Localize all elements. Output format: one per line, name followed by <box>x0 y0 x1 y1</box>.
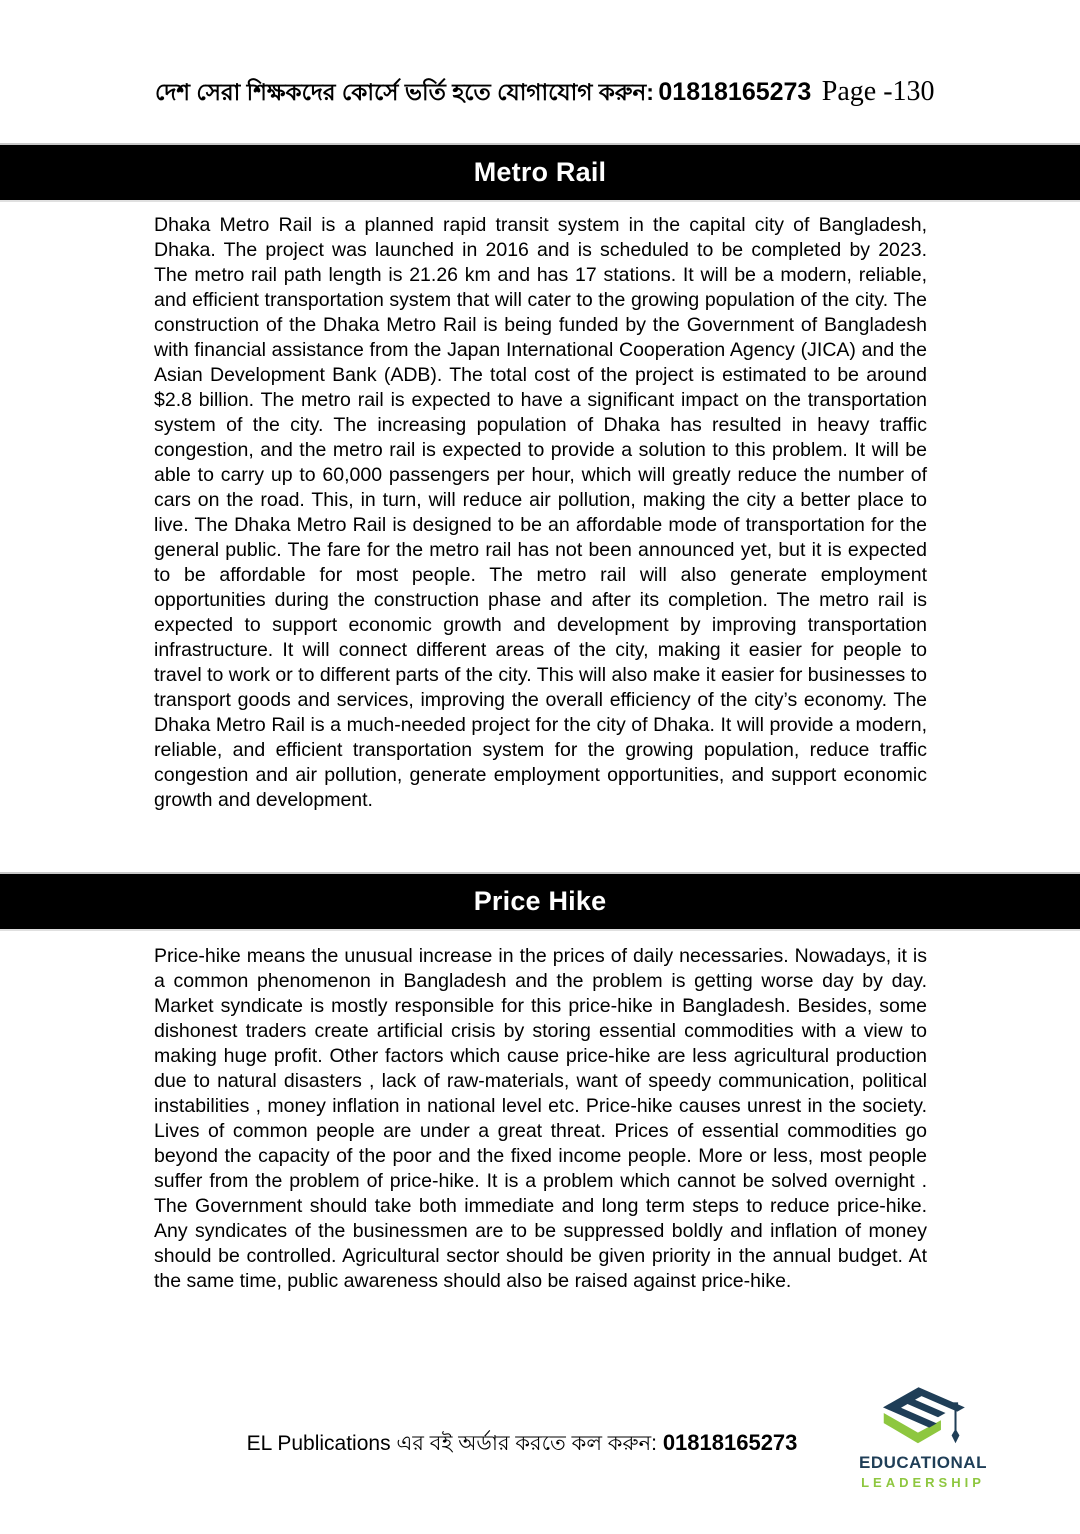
section-heading-bar-metro-rail <box>0 143 1080 202</box>
page-header <box>155 74 935 113</box>
section-heading-bar-price-hike <box>0 872 1080 931</box>
header-contact-text: দেশ সেরা শিক্ষকদের কোর্সে ভর্তি হতে যোগাযোগ করুন: <box>155 79 654 105</box>
footer-publisher-name: EL Publications <box>246 1432 391 1455</box>
paragraph-metro-rail: Dhaka Metro Rail is a planned rapid transit system in the capital city of Bangladesh, Dhaka. The project was launched in 2016 and is scheduled to be completed by 2023. The metro rail path length is 21.26 km and has 17 stations. It will be a modern, reliable, and efficient transportation system that will cater to the growing population of the city. The construction of the Dhaka Metro Rail is being funded by the Government of Bangladesh with financial assistance from the Japan International Cooperation Agency (JICA) and the Asian Development Bank (ADB). The total cost of the project is estimated to be around $2.8 billion. The metro rail is expected to have a significant impact on the transportation system of the city. The increasing population of Dhaka has resulted in heavy traffic congestion, and the metro rail is expected to provide a solution to this problem. It will be able to carry up to 60,000 passengers per hour, which will greatly reduce the number of cars on the road. This, in turn, will reduce air pollution, making the city a better place to live. The Dhaka Metro Rail is designed to be an affordable mode of transportation for the general public. The fare for the metro rail has not been announced yet, but it is expected to be affordable for most people. The metro rail will also generate employment opportunities during the construction phase and after its completion. The metro rail is expected to support economic growth and development by improving transportation infrastructure. It will connect different areas of the city, making it easier for people to travel to work or to different parts of the city. This will also make it easier for businesses to transport goods and services, improving the overall efficiency of the city’s economy. The Dhaka Metro Rail is a much-needed project for the city of Dhaka. It will provide a modern, reliable, and efficient transportation system for the growing population, reduce traffic congestion and air pollution, generate employment opportunities, and support economic growth and development. <box>154 214 927 811</box>
graduation-cap-logo-icon <box>871 1376 975 1450</box>
logo-tassel-tip <box>952 1429 960 1444</box>
header-phone-number: 01818165273 <box>658 78 812 106</box>
educational-leadership-logo <box>838 1376 1008 1490</box>
logo-text-educational: EDUCATIONAL <box>859 1453 987 1472</box>
page-number: Page -130 <box>821 76 935 107</box>
paragraph-price-hike: Price-hike means the unusual increase in the prices of daily necessaries. Nowadays, it is a common phenomenon in Bangladesh and the problem is getting worse day by day. Market syndicate is mostly responsible for this price-hike in Bangladesh. Besides, some dishonest traders create artificial crisis by storing essential commodities with a view to making huge profit. Other factors which cause price-hike are less agricultural production due to natural disasters , lack of raw-materials, want of speedy communication, political instabilities , money inflation in national level etc. Price-hike causes unrest in the society. Lives of common people are under a great threat. Prices of essential commodities go beyond the capacity of the poor and the fixed income people. More or less, most people suffer from the problem of price-hike. It is a problem which cannot be solved overnight . The Government should take both immediate and long term steps to reduce price-hike. Any syndicates of the businessmen are to be suppressed boldly and inflation of money should be controlled. Agricultural sector should be given priority in the annual budget. At the same time, public awareness should also be raised against price-hike. <box>154 945 927 1292</box>
section-title-price-hike: Price Hike <box>473 886 607 916</box>
logo-tassel-knob <box>953 1402 958 1407</box>
logo-text-leadership: LEADERSHIP <box>861 1475 985 1490</box>
footer-order-text: এর বই অর্ডার করতে কল করুন: <box>396 1432 657 1455</box>
footer-phone-number: 01818165273 <box>662 1430 798 1455</box>
section-title-metro-rail: Metro Rail <box>473 157 607 187</box>
